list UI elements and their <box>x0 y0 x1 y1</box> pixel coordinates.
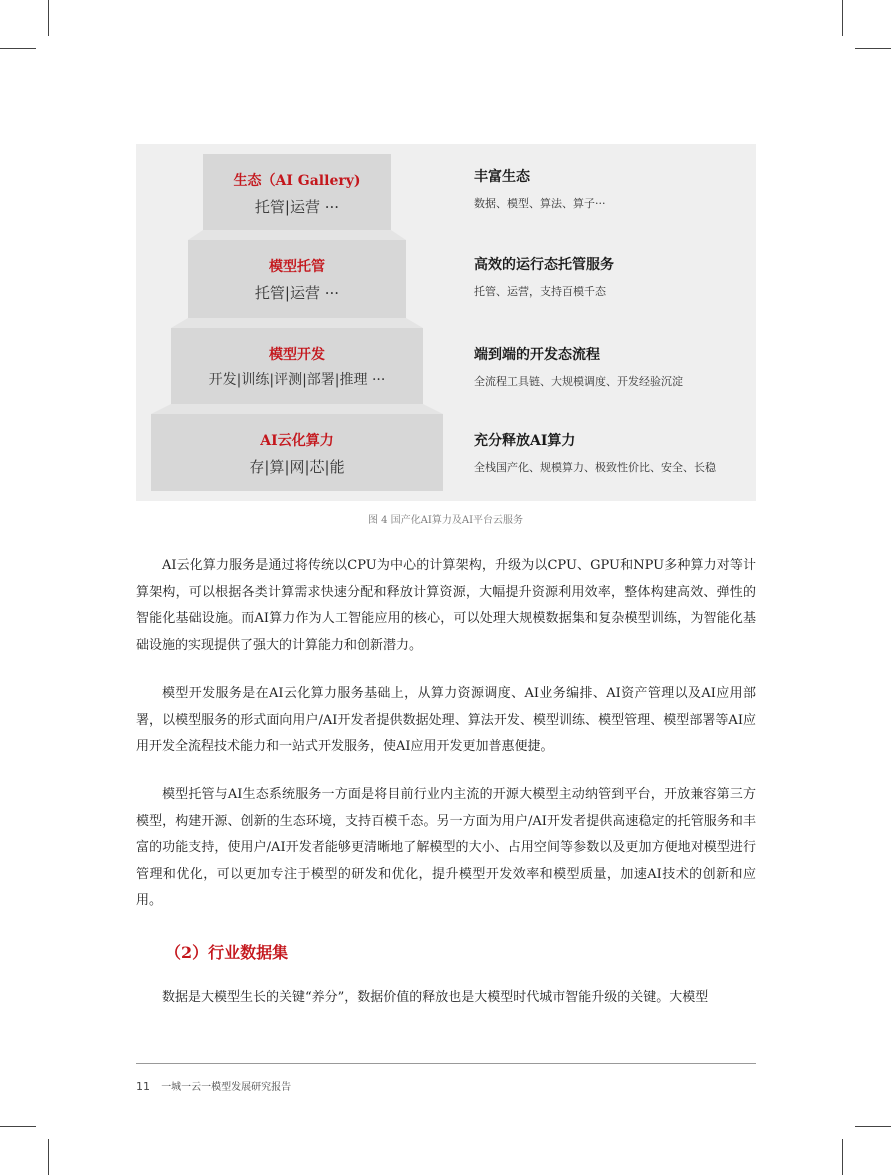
tier-sub: 托管|运营 ··· <box>254 284 340 302</box>
tier-name: 模型开发 <box>269 347 325 363</box>
page-number: 11 <box>136 1080 150 1093</box>
figure-caption: 图 4 国产化AI算力及AI平台云服务 <box>367 515 524 526</box>
tier-sub: 存|算|网|芯|能 <box>249 458 345 476</box>
description-title: 高效的运行态托管服务 <box>474 257 614 273</box>
body-paragraph: 模型托管与AI生态系统服务一方面是将目前行业内主流的开源大模型主动纳管到平台，开放兼容第三方模型，构建开源、创新的生态环境，支持百模千态。另一方面为用户/AI开发者提供高速稳定的托管服务和丰富的功能支持，使用户/AI开发者能够更清晰地了解模型的大小、占用空间等参数以及更加方便地对模型进行管理和优化，可以更加专注于模型的研发和优化，提升模型开发效率和模型质量，加速AI技术的创新和应用。 <box>136 787 756 908</box>
description-text: 全流程工具链、大规模调度、开发经验沉淀 <box>474 375 683 388</box>
footer-divider <box>136 1063 756 1064</box>
tier-sub: 开发|训练|评测|部署|推理 ··· <box>208 372 386 388</box>
tier-block <box>188 240 406 318</box>
tier-bevel <box>171 318 423 328</box>
crop-mark <box>48 0 49 36</box>
body-paragraph: AI云化算力服务是通过将传统以CPU为中心的计算架构，升级为以CPU、GPU和NPU多种算力对等计算架构，可以根据各类计算需求快速分配和释放计算资源，大幅提升资源利用效率，整体构建高效、弹性的智能化基础设施。而AI算力作为人工智能应用的核心，可以处理大规模数据集和复杂模型训练，为智能化基础设施的实现提供了强大的计算能力和创新潜力。 <box>136 558 756 653</box>
tier-bevel <box>151 404 443 414</box>
crop-mark <box>0 1126 36 1127</box>
tier-description-development <box>474 344 683 389</box>
description-text: 全栈国产化、规模算力、极致性价比、安全、长稳 <box>474 461 716 474</box>
section-heading: （2）行业数据集 <box>165 943 289 962</box>
crop-mark <box>842 1139 843 1175</box>
crop-mark <box>0 48 36 49</box>
tier-description-hosting <box>474 254 614 299</box>
description-title: 丰富生态 <box>474 169 530 185</box>
tier-name: AI云化算力 <box>260 433 334 449</box>
description-text: 数据、模型、算法、算子··· <box>474 197 606 210</box>
description-title: 充分释放AI算力 <box>474 433 576 449</box>
tier-description-ecosystem <box>474 166 606 211</box>
tier-name: 模型托管 <box>269 259 325 275</box>
tier-block <box>151 414 443 491</box>
crop-mark <box>842 0 843 36</box>
body-paragraph: 数据是大模型生长的关键“养分”，数据价值的释放也是大模型时代城市智能升级的关键。大模型 <box>162 990 709 1005</box>
pyramid-tier-compute <box>151 414 443 491</box>
pyramid-figure <box>136 144 756 501</box>
tier-sub: 托管|运营 ··· <box>254 198 340 216</box>
report-title: 一城一云一模型发展研究报告 <box>161 1082 292 1093</box>
tier-block <box>171 328 423 404</box>
crop-mark <box>855 48 891 49</box>
pyramid-tier-hosting <box>188 240 406 318</box>
tier-block <box>203 154 391 230</box>
pyramid-tier-ecosystem <box>203 154 391 230</box>
description-text: 托管、运营，支持百模千态 <box>474 285 606 298</box>
page-footer <box>136 1078 291 1093</box>
crop-mark <box>855 1126 891 1127</box>
crop-mark <box>48 1139 49 1175</box>
body-paragraph: 模型开发服务是在AI云化算力服务基础上，从算力资源调度、AI业务编排、AI资产管理以及AI应用部署，以模型服务的形式面向用户/AI开发者提供数据处理、算法开发、模型训练、模型管理、模型部署等AI应用开发全流程技术能力和一站式开发服务，使AI应用开发更加普惠便捷。 <box>136 686 756 754</box>
tier-description-compute <box>474 430 716 475</box>
tier-name: 生态（AI Gallery) <box>233 173 361 189</box>
description-title: 端到端的开发态流程 <box>474 347 600 363</box>
tier-bevel <box>188 230 406 240</box>
pyramid-tier-development <box>171 328 423 404</box>
